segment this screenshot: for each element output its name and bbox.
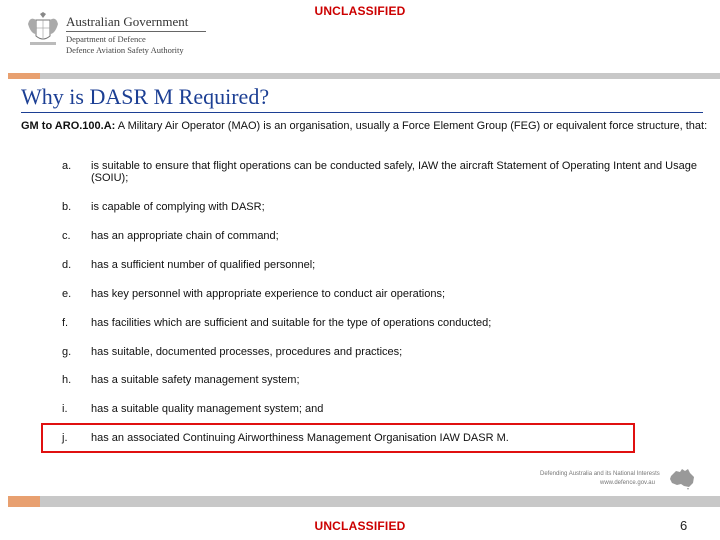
list-item-text: is suitable to ensure that flight operations can be conducted safely, IAW the aircraft Statement of Operating Intent and Usage (SOIU); (91, 160, 697, 184)
authority-name: Defence Aviation Safety Authority (66, 45, 184, 55)
list-item-text: has a suitable safety management system; (91, 374, 300, 386)
government-logo (22, 10, 202, 62)
classification-top: UNCLASSIFIED (314, 4, 406, 18)
highlight-box (41, 423, 635, 453)
list-item-text: has an associated Continuing Airworthiness Management Organisation IAW DASR M. (91, 432, 509, 444)
list-item-letter: h. (62, 374, 72, 386)
list-item-text: has facilities which are sufficient and suitable for the type of operations conducted; (91, 317, 492, 329)
list-item-text: is capable of complying with DASR; (91, 201, 265, 213)
list-item-letter: g. (62, 346, 72, 358)
footer-accent-bar (8, 496, 40, 507)
slide-title: Why is DASR M Required? (21, 84, 270, 109)
footer-tagline: Defending Australia and its National Interests (540, 471, 660, 477)
org-name: Australian Government (66, 14, 189, 29)
list-item-letter: a. (62, 160, 72, 172)
list-item-letter: b. (62, 201, 72, 213)
list-item-text: has key personnel with appropriate experience to conduct air operations; (91, 288, 446, 300)
list-item-letter: j. (62, 432, 68, 444)
department-name: Department of Defence (66, 34, 146, 44)
footer-url: www.defence.gov.au (600, 480, 655, 486)
list-item-text: has an appropriate chain of command; (91, 230, 279, 242)
intro-text: A Military Air Operator (MAO) is an organisation, usually a Force Element Group (FEG) or equivalent force structure, that: (115, 120, 708, 132)
intro-reference: GM to ARO.100.A: (21, 120, 116, 132)
intro-paragraph (21, 120, 711, 132)
header-accent-bar (8, 73, 40, 79)
header-bar (40, 73, 720, 79)
list-item-letter: f. (62, 317, 69, 329)
list-item-text: has a sufficient number of qualified personnel; (91, 259, 316, 271)
coat-of-arms-icon (26, 12, 60, 52)
list-item-letter: c. (62, 230, 71, 242)
footer-tagline-block (540, 471, 692, 493)
list-item-letter: e. (62, 288, 72, 300)
list-item-letter: i. (62, 403, 68, 415)
title-underline (21, 112, 703, 113)
page-number: 6 (680, 518, 688, 533)
australia-map-icon (668, 467, 696, 491)
list-item-text: has a suitable quality management system; and (91, 403, 324, 415)
list-item-text: has suitable, documented processes, procedures and practices; (91, 346, 403, 358)
list-item-letter: d. (62, 259, 72, 271)
classification-bottom: UNCLASSIFIED (314, 519, 406, 533)
logo-divider (66, 31, 206, 32)
footer-bar (40, 496, 720, 507)
